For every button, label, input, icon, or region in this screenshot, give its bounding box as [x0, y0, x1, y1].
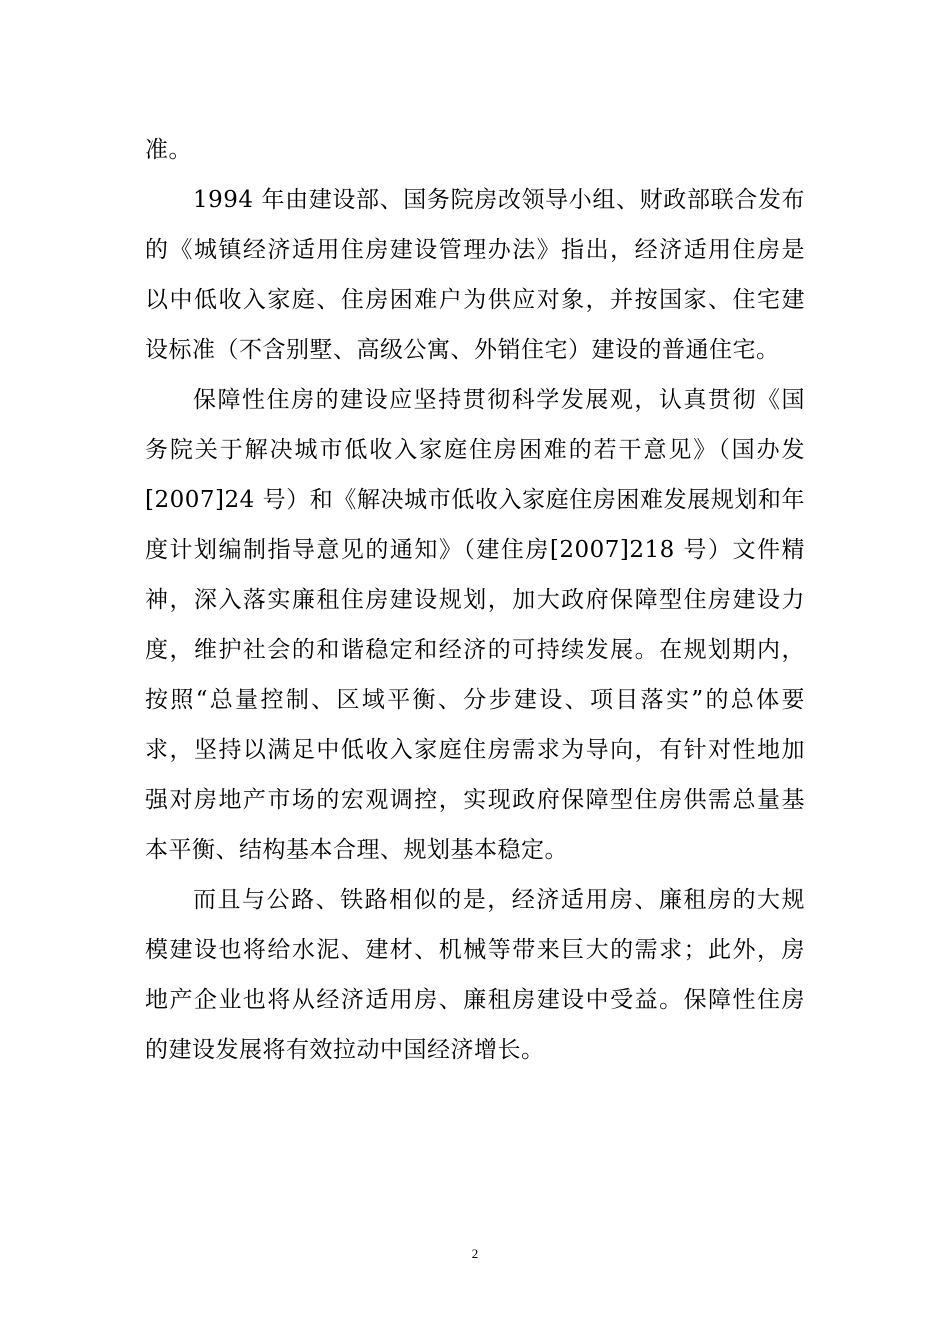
text-line: 地产企业也将从经济适用房、廉租房建设中受益。保障性住房	[145, 987, 805, 1013]
text-line: 以中低收入家庭、住房困难户为供应对象，并按国家、住宅建	[145, 287, 805, 313]
text-line: 按照“总量控制、区域平衡、分步建设、项目落实”的总体要	[145, 687, 805, 713]
text-line: 度计划编制指导意见的通知》（建住房[2007]218 号）文件精	[145, 537, 805, 563]
paragraph-first-line: 而且与公路、铁路相似的是，经济适用房、廉租房的大规	[193, 887, 805, 913]
page-number: 2	[471, 1246, 479, 1261]
text-line: 的《城镇经济适用住房建设管理办法》指出，经济适用住房是	[145, 237, 805, 263]
text-line: 的建设发展将有效拉动中国经济增长。	[145, 1037, 545, 1063]
text-line: 神，深入落实廉租住房建设规划，加大政府保障型住房建设力	[145, 587, 805, 613]
text-line: 求，坚持以满足中低收入家庭住房需求为导向，有针对性地加	[145, 737, 805, 763]
text-line: 模建设也将给水泥、建材、机械等带来巨大的需求；此外，房	[145, 937, 805, 963]
text-line: 度，维护社会的和谐稳定和经济的可持续发展。在规划期内，	[145, 637, 805, 663]
paragraph-first-line: 1994 年由建设部、国务院房改领导小组、财政部联合发布	[193, 187, 805, 213]
text-line: [2007]24 号）和《解决城市低收入家庭住房困难发展规划和年	[145, 487, 805, 513]
text-line: 准。	[145, 137, 192, 163]
text-line: 务院关于解决城市低收入家庭住房困难的若干意见》（国办发	[145, 437, 805, 463]
text-line: 本平衡、结构基本合理、规划基本稳定。	[145, 837, 568, 863]
text-line: 强对房地产市场的宏观调控，实现政府保障型住房供需总量基	[145, 787, 805, 813]
paragraph-first-line: 保障性住房的建设应坚持贯彻科学发展观，认真贯彻《国	[193, 387, 805, 413]
text-line: 设标准（不含别墅、高级公寓、外销住宅）建设的普通住宅。	[145, 337, 780, 363]
